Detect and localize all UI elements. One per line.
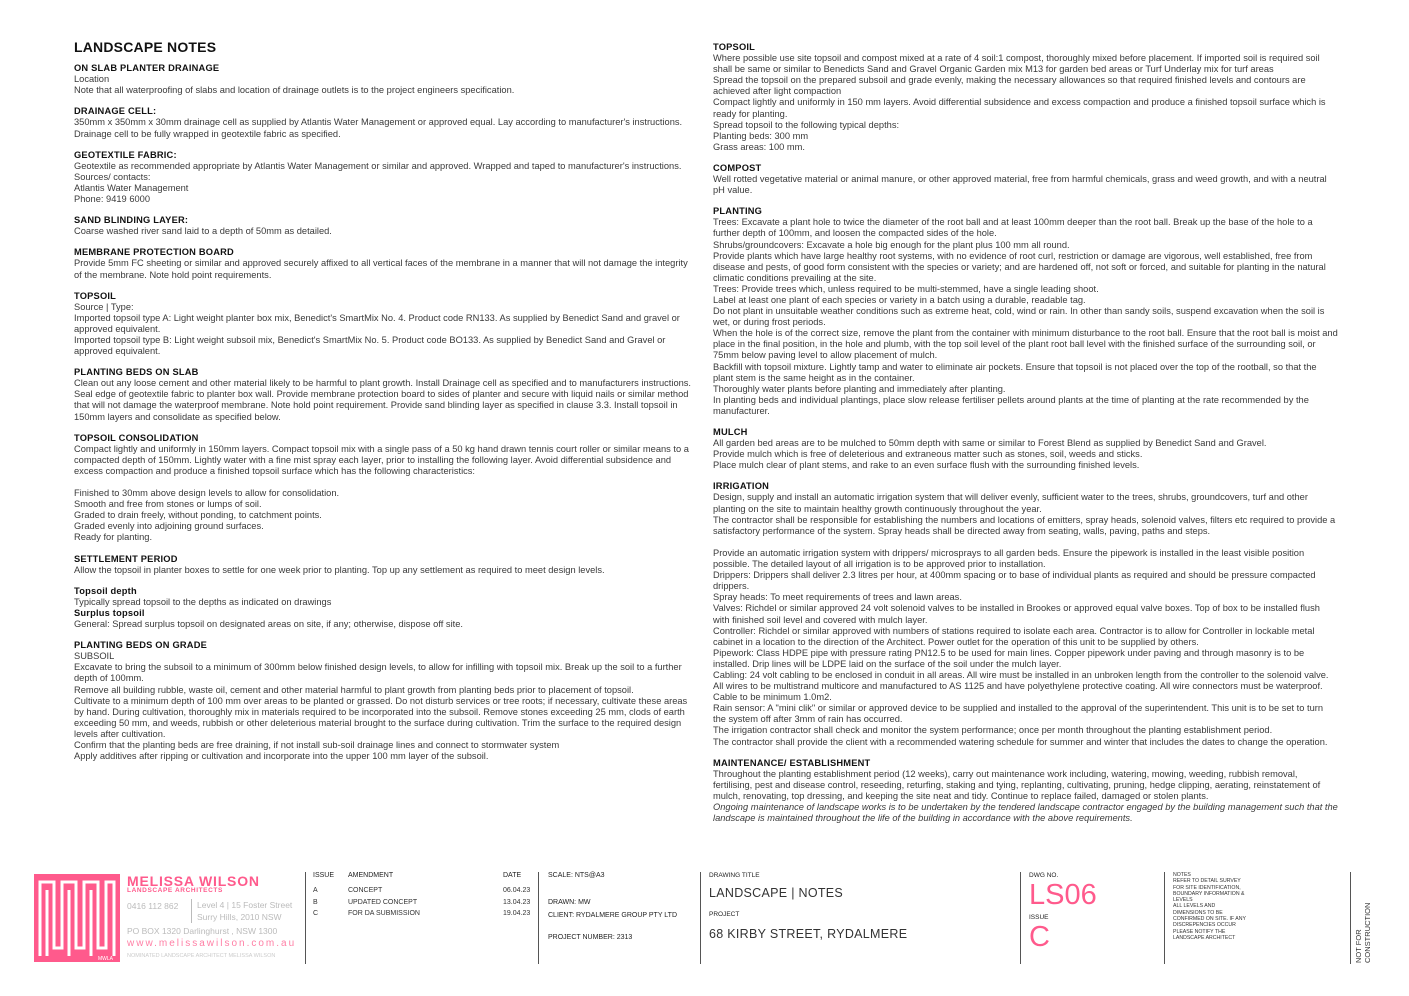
section-line: Shrubs/groundcovers: Excavate a hole big enough for the plant plus 100 mm all round. [713,239,1070,250]
notes-line: BOUNDARY INFORMATION & [1173,890,1245,897]
note-section [713,758,1338,825]
section-title: IRRIGATION [713,481,770,492]
note-section [74,586,694,630]
note-section [74,367,694,422]
divider [538,872,539,964]
drawing-title-label: DRAWING TITLE [709,872,760,879]
section-line: Cultivate to a minimum depth of 100 mm over areas to be planted or grassed. Do not disturb services or tree roots; if necessary, cultivate these areas by hand. During cultivation, thoroughly mix in materials required to be incorporated into the subsoil. Remove stones exceeding 25 mm, clods of earth exceeding 50 mm, and weeds, rubbish or other deleterious material brought to the surface during cultivation. Trim the surface to the required design levels after cultivation. [74,695,688,739]
section-line: Excavate to bring the subsoil to a minimum of 300mm below finished design levels, to allow for infilling with topsoil mix. Break up the soil to a further depth of 100mm. [74,662,682,684]
section-line: Finished to 30mm above design levels to allow for consolidation. [74,488,340,499]
document-title: LANDSCAPE NOTES [74,39,217,55]
section-line [713,537,1338,548]
section-line: Place mulch clear of plant stems, and rake to an even surface flush with the surrounding finished levels. [713,460,1140,471]
amendment-row [313,897,538,909]
section-line: Confirm that the planting beds are free draining, if not install sub-soil drainage lines and connect to stormwater system [74,739,560,750]
section-line: Source | Type: [74,301,134,312]
section-line [74,477,694,488]
note-section [713,481,1338,747]
section-line: Design, supply and install an automatic irrigation system that will deliver evenly, sufficient water to the trees, shrubs, groundcovers, turf and other planting on the site to maintain healthy growth continuously throughout the year. [713,492,1308,514]
divider [1350,872,1351,964]
firm-website[interactable]: www.melissawilson.com.au [127,938,297,949]
amendment-issue: B [313,898,318,906]
notes-line: DIMENSIONS TO BE [1173,909,1223,916]
section-line: Throughout the planting establishment period (12 weeks), carry out maintenance work including, watering, mowing, weeding, rubbish removal, fertilising, pest and disease control, reseeding, returfing, staking and tying, replanting, cultivating, pruning, hedge clipping, aerating, reinstatement of mulch, renovating, top dressing, and keeping the site neat and tidy. Continue to replace failed, damaged or stolen plants. [713,768,1321,801]
section-line: Provide mulch which is free of deleterious and extraneous matter such as stones, soil, weeds and sticks. [713,449,1143,460]
section-title: SAND BLINDING LAYER: [74,215,189,226]
section-line: 350mm x 350mm x 30mm drainage cell as supplied by Atlantis Water Management or approved equal. Lay according to manufacturer's instructions. Drainage cell to be fully wrapped in geotextile fabric as specified. [74,117,683,139]
section-line: Typically spread topsoil to the depths as indicated on drawings [74,596,332,607]
project-number-text: PROJECT NUMBER: 2313 [548,934,633,941]
section-line: Thoroughly water plants before planting and immediately after planting. [713,383,1006,394]
section-line: Trees: Excavate a plant hole to twice the diameter of the root ball and at least 100mm deeper than the root ball. Break up the base of the hole to a further depth of 100mm, and loosen the compacted sides of the hole. [713,217,1313,239]
section-line: Ready for planting. [74,532,153,543]
notes-line: REFER TO DETAIL SURVEY [1173,878,1241,885]
section-line: Provide 5mm FC sheeting or similar and approved securely affixed to all vertical faces of the membrane in a manner that will not damage the integrity of the membrane. Note hold point requirements. [74,258,688,280]
section-line: Compact lightly and uniformly in 150 mm layers. Avoid differential subsidence and excess compaction and produce a finished topsoil surface which is ready for planting. [713,97,1326,119]
section-title: PLANTING BEDS ON GRADE [74,640,208,651]
section-line: Label at least one plant of each species or variety in a batch using a durable, readable tag. [713,294,1086,305]
section-line: Location [74,74,110,85]
notes-line: LANDSCAPE ARCHITECT [1173,934,1236,941]
section-line: In planting beds and individual plantings, place slow release fertiliser pellets around plants at the time of planting at the rate recommended by the manufacturer. [713,394,1309,416]
section-line: Do not plant in unsuitable weather conditions such as extreme heat, cold, wind or rain. In other than sandy soils, suspend excavation when the soil is wet, or during frost periods. [713,306,1325,328]
divider [1020,872,1021,964]
section-line: Note that all waterproofing of slabs and location of drainage outlets is to the project engineers specification. [74,85,515,96]
section-line: SUBSOIL [74,651,115,662]
note-section [713,427,1338,471]
section-line: Geotextile as recommended appropriate by Atlantis Water Management or similar and approved. Wrapped and taped to manufacturer's instructions. [74,160,682,171]
section-line: Provide an automatic irrigation system with drippers/ microsprays to all garden beds. Ensure the pipework is installed in the least visible position possible. The detailed layout of all irrigation is to be approved prior to installation. [713,547,1305,570]
section-line: Atlantis Water Management [74,182,189,193]
section-line: Apply additives after ripping or cultivation and incorporate into the upper 100 mm layer of the subsoil. [74,751,489,762]
section-line: Valves: Richdel or similar approved 24 volt solenoid valves to be installed in Brookes or approved equal valve boxes. Top of box to be installed flush with finished soil level and covered with mulch layer. [713,603,1320,625]
section-line: Cabling: 24 volt cabling to be enclosed in conduit in all areas. All wire must be installed in an unbroken length from the controller to the solenoid valve. All wires to be multistrand multicore and manufactured to AS 1125 and have polyethylene protective coating. All wire connectors must be waterproof. Cable to be minimum 1.0m2. [713,669,1329,703]
section-line: Where possible use site topsoil and compost mixed at a rate of 4 soil:1 compost, thoroughly mixed before placement. If imported soil is required soil shall be same or similar to Benedicts Sand and Gravel Organic Garden mix M13 for garden bed areas or Turf Underlay mix for turf areas [713,53,1320,75]
section-line: Trees: Provide trees which, unless required to be multi-stemmed, have a single leading shoot. [713,283,1099,294]
section-line: Drippers: Drippers shall deliver 2.3 litres per hour, at 400mm spacing or to base of individual plants as required and should be pressure compacted drippers. [713,570,1316,592]
project-address: 68 KIRBY STREET, RYDALMERE [709,927,908,941]
firm-nominated: NOMINATED LANDSCAPE ARCHITECT MELISSA WILSON [127,953,276,959]
drawn-text: DRAWN: MW [548,899,591,906]
section-line: Graded to drain freely, without ponding, to catchment points. [74,510,322,521]
notes-column-right [713,42,1338,834]
section-line: The irrigation contractor shall check and monitor the system performance; once per month throughout the planting establishment period. [713,725,1273,736]
header-date: DATE [503,872,522,879]
firm-phone: 0416 112 862 [127,901,179,911]
section-line: Grass areas: 100 mm. [713,141,805,152]
section-italic-line: Ongoing maintenance of landscape works is to be undertaken by the tendered landscape contractor engaged by the building management such that the landscape is maintained throughout the life of the building in accordance with the above requirements. [713,802,1338,824]
client-text: CLIENT: RYDALMERE GROUP PTY LTD [548,912,678,919]
firm-address-line2: Surry Hills, 2010 NSW [197,912,282,922]
section-line: Spray heads: To meet requirements of trees and lawn areas. [713,592,962,603]
note-section [74,247,694,280]
section-line: General: Spread surplus topsoil on designated areas on site, if any; otherwise, dispose off site. [74,619,463,630]
amendment-row [313,908,538,920]
section-line: The contractor shall provide the client with a recommended watering schedule for summer and winter that includes the dates to change the operation. [713,736,1328,747]
note-section [74,106,694,139]
firm-logo-icon [34,874,120,962]
title-block-notes [1173,872,1268,941]
section-line: Spread the topsoil on the prepared subsoil and grade evenly, making the necessary allowances so that required finished levels and contours are achieved after light compaction [713,75,1306,97]
notes-line: DISCREPENCIES OCCUR [1173,922,1236,929]
notes-column-left [74,40,694,772]
section-title: DRAINAGE CELL: [74,106,157,117]
section-title: GEOTEXTILE FABRIC: [74,149,177,160]
section-title: TOPSOIL [713,42,756,52]
divider [700,872,701,964]
note-section [74,640,694,762]
drawing-title-block [709,872,907,941]
drawing-title: LANDSCAPE | NOTES [709,886,844,900]
dwg-no: LS06 [1029,879,1097,911]
section-line: All garden bed areas are to be mulched to 50mm depth with same or similar to Forest Blend as supplied by Benedict Sand and Gravel. [713,438,1267,449]
notes-line: PLEASE NOTIFY THE [1173,928,1226,935]
section-title: MAINTENANCE/ ESTABLISHMENT [713,757,871,768]
divider [1164,872,1165,964]
section-title: PLANTING [713,206,763,217]
notes-line: FOR SITE IDENTIFICATION, [1173,884,1241,891]
header-amendment: AMENDMENT [348,872,394,879]
section-line: Compact lightly and uniformly in 150mm layers. Compact topsoil mix with a single pass of a 50 kg hand drawn tennis court roller or similar means to a compacted depth of 150mm. Lightly water with a fine mist spray each layer, prior to installing the following layer. Avoid differential subsidence and excess compaction and produce a finished topsoil surface which has the following characteristics: [74,443,689,476]
section-title: MEMBRANE PROTECTION BOARD [74,247,234,258]
notes-line: NOTES [1173,872,1191,878]
section-title: SETTLEMENT PERIOD [74,553,178,564]
section-subtitle: Surplus topsoil [74,607,145,618]
dwg-no-label: DWG NO. [1029,872,1059,879]
project-label: PROJECT [709,911,740,918]
note-section [713,163,1338,196]
header-issue: ISSUE [313,872,335,879]
firm-po-box: PO BOX 1320 Darlinghurst , NSW 1300 [127,926,278,936]
note-section [74,150,694,205]
note-section [74,63,694,96]
section-line: Controller: Richdel or similar approved with numbers of stations required to isolate each area. Contractor is to allow for Controller in lockable metal cabinet in a location to the direction of the Architect. Power outlet for the operation of this unit to be supplied by others. [713,625,1315,647]
logo-mark-text: MWLA [98,956,113,962]
section-line: Smooth and free from stones or lumps of soil. [74,499,262,510]
section-line: Remove all building rubble, waste oil, cement and other material harmful to plant growth from planting beds prior to placement of topsoil. [74,684,634,695]
section-line: Pipework: Class HDPE pipe with pressure rating PN12.5 to be used for main lines. Copper pipework under paving and through masonry is to be installed. Drip lines will be LDPE laid on the surface of the soil under the mulch layer. [713,647,1305,669]
amendment-date: 13.04.23 [503,898,531,906]
section-line: Planting beds: 300 mm [713,130,809,141]
section-title: ON SLAB PLANTER DRAINAGE [74,63,220,74]
note-section [74,554,694,576]
section-line: Sources/ contacts: [74,171,151,182]
firm-subtitle: LANDSCAPE ARCHITECTS [127,887,223,894]
left-sections [74,63,694,762]
section-line: Backfill with topsoil mixture. Lightly tamp and water to eliminate air pockets. Ensure that topsoil is not placed over the top of the rootball, so that the plant stem is the same height as in the container. [713,361,1317,383]
amendment-text: FOR DA SUBMISSION [348,910,420,917]
section-line: Coarse washed river sand laid to a depth of 50mm as detailed. [74,226,332,237]
section-line: Graded evenly into adjoining ground surfaces. [74,521,264,532]
firm-name: MELISSA WILSON [127,873,260,889]
amendment-rows [313,885,538,920]
note-section [713,206,1338,417]
amendment-issue: A [313,887,318,894]
right-sections [713,42,1338,824]
section-line: The contractor shall be responsible for establishing the numbers and locations of emitters, spray heads, solenoid valves, filters etc required to provide a satisfactory performance of the system. Spray heads shall be directed away from seating, walls, paving, paths and steps. [713,514,1336,536]
amendment-text: CONCEPT [348,887,383,894]
drawing-number-block [1029,872,1097,952]
section-line: Imported topsoil type A: Light weight planter box mix, Benedict's SmartMix No. 4. Product code RN133. As supplied by Benedict Sand and gravel or approved equivalent. [74,312,680,334]
amendment-issue: C [313,910,319,917]
firm-address-line1: Level 4 | 15 Foster Street [197,900,293,910]
title-block [0,866,1409,966]
amendment-table [313,872,538,920]
amendment-date: 19.04.23 [503,910,531,917]
note-section [74,291,694,358]
firm-address [191,899,292,923]
section-title: PLANTING BEDS ON SLAB [74,367,199,378]
section-title: COMPOST [713,162,762,173]
not-for-construction: NOT FOR CONSTRUCTION [1354,902,1372,963]
section-title: TOPSOIL [74,290,117,301]
amendment-date: 06.04.23 [503,887,531,894]
section-title: MULCH [713,427,748,437]
note-section [74,215,694,237]
notes-line: CONFIRMED ON SITE. IF ANY [1173,916,1246,923]
note-section [74,433,694,544]
amendment-text: UPDATED CONCEPT [348,898,418,906]
section-line: Rain sensor: A "mini clik" or similar or approved device to be supplied and installed to the approval of the superintendent. This unit is to be set to turn the system off after 3mm of rain has occurred. [713,703,1324,725]
section-line: When the hole is of the correct size, remove the plant from the container with minimum disturbance to the root ball. Ensure that the root ball is moist and place in the final position, in the hole and plumb, with the top soil level of the plant root ball level with the finished surface of the surrounding soil, or 75mm below paving level to allow placement of mulch. [713,328,1338,361]
note-section [713,42,1338,153]
section-line: Clean out any loose cement and other material likely to be harmful to plant growth. Install Drainage cell as specified and to manufacturers instructions. Seal edge of geotextile fabric to planter box wall. Provide membrane protection board to sides of planter and secure with liquid nails or similar method that will not damage the waterproof membrane. Note hold point requirement. Provide sand blinding layer as specified in clause 3.3. Install topsoil in 150mm layers and consolidate as specified below. [74,378,692,422]
section-title: Topsoil depth [74,585,137,596]
section-line: Imported topsoil type B: Light weight subsoil mix, Benedict's SmartMix No. 5. Product code BO133. As supplied by Benedict Sand and Gravel or approved equivalent. [74,334,666,357]
section-title: TOPSOIL CONSOLIDATION [74,432,199,443]
issue-value: C [1029,921,1050,953]
amendment-row [313,885,538,897]
section-line: Allow the topsoil in planter boxes to settle for one week prior to planting. Top up any settlement as required to meet design levels. [74,564,605,575]
divider [305,872,306,964]
section-line: Spread topsoil to the following typical depths: [713,119,900,130]
issue-label: ISSUE [1029,914,1049,921]
section-line: Provide plants which have large healthy root systems, with no evidence of root curl, restriction or damage are vigorous, well established, free from disease and pests, of good form consistent with the species or variety; and are hardened off, not soft or forced, and suitable for planting in the natural climatic conditions prevailing at the site. [713,250,1326,283]
amendment-header [313,872,538,879]
section-line: Phone: 9419 6000 [74,194,150,205]
section-line: Well rotted vegetative material or animal manure, or other approved material, free from harmful chemicals, grass and weed growth, and with a neutral pH value. [713,174,1327,196]
notes-line: LEVELS [1173,897,1193,904]
scale-text: SCALE: NTS@A3 [548,872,605,879]
notes-line: ALL LEVELS AND [1173,903,1216,910]
